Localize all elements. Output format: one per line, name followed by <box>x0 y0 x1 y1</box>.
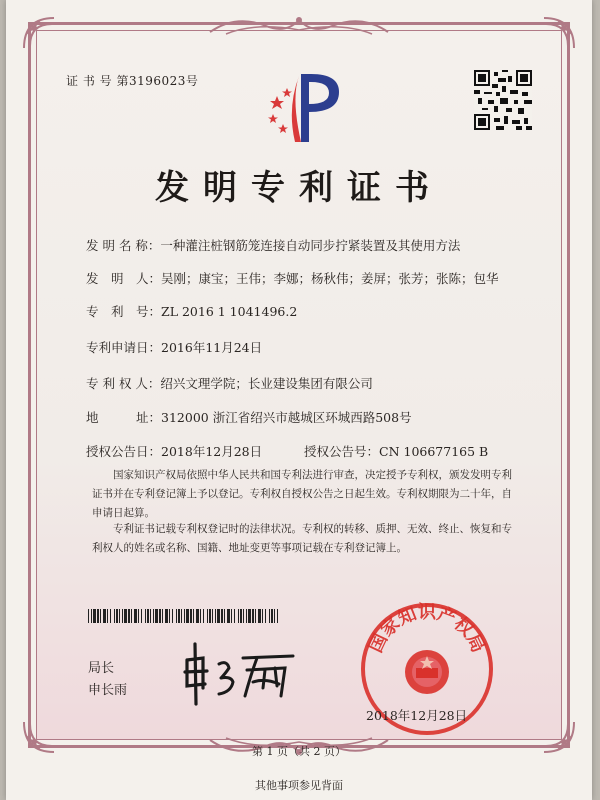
certificate-paper <box>6 0 592 800</box>
field-label: 发 明 名 称： <box>86 238 161 253</box>
field-value: 一种灌注桩钢筋笼连接自动同步拧紧装置及其使用方法 <box>160 238 461 253</box>
back-note: 其他事项参见背面 <box>255 779 343 792</box>
field-invention-name <box>86 236 460 254</box>
top-ornament <box>206 12 392 38</box>
field-label: 发 明 人： <box>86 271 162 286</box>
field-patentee <box>86 374 373 392</box>
svg-text:国家知识产权局 <box>365 601 488 656</box>
field-value: CN 106677165 B <box>379 444 489 459</box>
qr-code-icon <box>474 70 532 130</box>
field-value: 312000 浙江省绍兴市越城区环城西路508号 <box>161 410 412 425</box>
field-grant-number <box>304 442 488 460</box>
field-value: 2018年12月28日 <box>161 444 263 459</box>
field-label: 授权公告日： <box>86 444 162 459</box>
field-value: 绍兴文理学院；长业建设集团有限公司 <box>160 376 373 391</box>
field-value: 吴刚；康宝；王伟；李娜；杨秋伟；姜屏；张芳；张陈；包华 <box>161 271 499 286</box>
field-patent-number <box>86 302 297 320</box>
director-signature <box>181 638 301 708</box>
certificate-number: 证 书 号 第3196023号 <box>66 74 199 88</box>
field-label: 专 利 权 人： <box>86 376 161 391</box>
barcode-icon <box>88 608 280 622</box>
seal-date: 2018年12月28日 <box>366 708 468 723</box>
field-grant-date <box>86 442 262 460</box>
field-filing-date <box>86 338 262 356</box>
field-inventor <box>86 269 499 287</box>
cnipa-logo-icon <box>261 68 351 148</box>
certificate-paragraph-1: 国家知识产权局依照中华人民共和国专利法进行审查，决定授予专利权，颁发发明专利证书并在专利登记簿上予以登记。专利权自授权公告之日起生效。专利权期限为二十年，自申请日起算。 <box>92 469 512 519</box>
director-name: 申长雨 <box>88 683 128 698</box>
director-title: 局长 <box>88 661 115 676</box>
certificate-paragraph-2: 专利证书记载专利权登记时的法律状况。专利权的转移、质押、无效、终止、恢复和专利权人的姓名或名称、国籍、地址变更等事项记载在专利登记簿上。 <box>92 523 512 554</box>
field-address <box>86 408 412 426</box>
page-number: 第 1 页（共 2 页） <box>252 745 346 758</box>
field-value: ZL 2016 1 1041496.2 <box>161 304 298 319</box>
field-label: 授权公告号： <box>304 444 380 459</box>
seal-text: 国家知识产权局 <box>365 602 489 656</box>
field-value: 2016年11月24日 <box>161 340 263 355</box>
field-label: 专利申请日： <box>86 340 162 355</box>
corner-ornament-top-right <box>542 16 576 50</box>
field-label: 专 利 号： <box>86 304 162 319</box>
field-label: 地 址： <box>86 410 162 425</box>
certificate-title: 发明专利证书 <box>155 168 443 208</box>
corner-ornament-top-left <box>22 16 56 50</box>
